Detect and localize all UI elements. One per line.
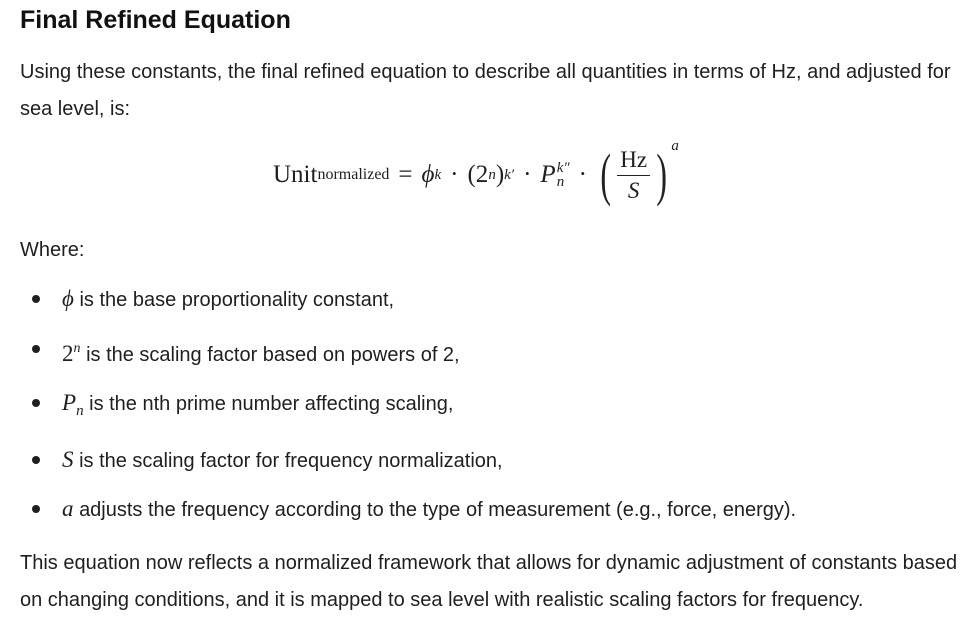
- definition-text: is the base proportionality constant,: [79, 289, 395, 311]
- eq-two-exponent: k′: [504, 166, 515, 183]
- eq-equals: =: [398, 161, 413, 188]
- fraction-denominator: S: [627, 177, 640, 203]
- symbol-two-power-n: 2$^n$: [62, 340, 81, 366]
- eq-dot-1: ·: [450, 161, 459, 188]
- definition-text: adjusts the frequency according to the type of measurement (e.g., force, energy).: [79, 499, 797, 521]
- eq-phi: ϕ: [421, 161, 435, 188]
- bullet-icon: [32, 399, 40, 407]
- eq-two-close: ): [495, 161, 505, 188]
- refined-equation: [273, 138, 679, 208]
- eq-prime-p: P: [540, 161, 556, 188]
- definition-text: is the scaling factor based on powers of 2,: [86, 343, 460, 366]
- hz-over-s-fraction: [617, 147, 650, 204]
- list-item: [20, 485, 960, 535]
- bullet-icon: [32, 456, 40, 464]
- eq-prime-subscript: n: [556, 174, 565, 190]
- list-item: [20, 379, 960, 436]
- left-paren: (: [600, 142, 611, 207]
- where-label: Where:: [20, 239, 85, 261]
- eq-dot-3: ·: [578, 161, 587, 188]
- section-heading: Final Refined Equation: [20, 6, 291, 34]
- definition-text: is the nth prime number affecting scaling,: [89, 393, 454, 415]
- eq-dot-2: ·: [523, 161, 532, 188]
- document-body: [20, 0, 960, 619]
- definition-text: is the scaling factor for frequency normalization,: [79, 449, 503, 472]
- right-paren: ): [656, 142, 668, 207]
- eq-two-base: (2: [467, 161, 489, 188]
- symbol-s: S: [62, 446, 74, 472]
- symbol-a: a: [62, 496, 74, 521]
- definition-list: [20, 275, 960, 535]
- fraction-numerator: Hz: [617, 147, 650, 176]
- list-item: [20, 436, 960, 486]
- bullet-icon: [32, 345, 40, 353]
- eq-prime-superscript: k″: [556, 160, 570, 176]
- eq-two-inner-exponent: n: [488, 166, 496, 183]
- bullet-icon: [32, 505, 40, 513]
- eq-outer-exponent: a: [671, 138, 679, 154]
- closing-paragraph: This equation now reflects a normalized framework that allows for dynamic adjustment of constants based on changing conditions, and it is mapped to sea level with realistic scaling factors for frequency.: [20, 551, 958, 611]
- eq-phi-exponent: k: [434, 166, 442, 183]
- list-item: [20, 325, 960, 380]
- bullet-icon: [32, 295, 40, 303]
- eq-lhs-subscript: normalized: [317, 166, 390, 183]
- list-item: [20, 275, 960, 325]
- symbol-p-n: $P_n$: [62, 390, 84, 419]
- eq-lhs: Unit: [273, 161, 318, 188]
- symbol-phi: ϕ: [62, 286, 74, 311]
- intro-paragraph: Using these constants, the final refined equation to describe all quantities in terms of Hz, and adjusted for sea level, is:: [20, 61, 951, 120]
- equation-block: [20, 136, 960, 224]
